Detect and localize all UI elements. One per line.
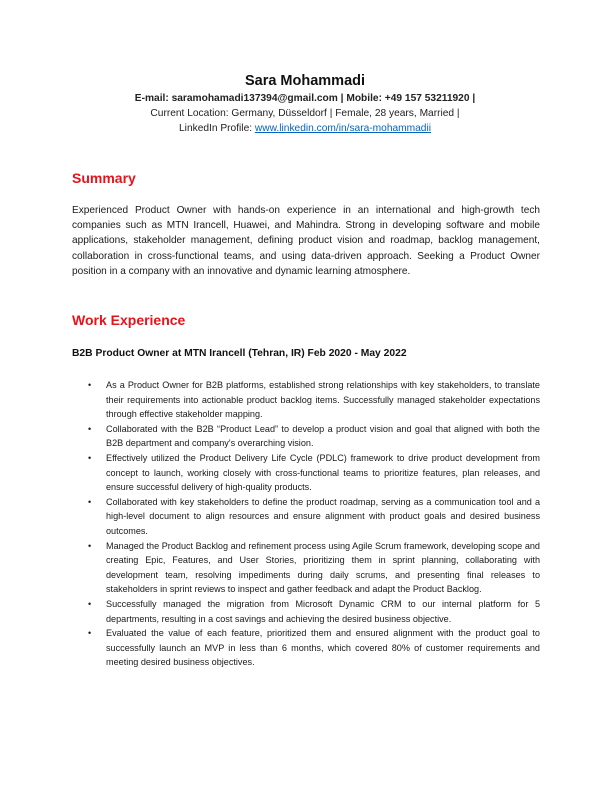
bullet-icon: •	[88, 496, 92, 507]
bullet-icon: •	[88, 452, 92, 463]
bullet-text: As a Product Owner for B2B platforms, established strong relationships with key stakeholders, to translate their requirements into actionable product backlog items. Successfully managed stakeholder expectations through effective stakeholder mapping.	[106, 380, 540, 420]
linkedin-label: LinkedIn Profile:	[179, 123, 255, 135]
job-bullet	[72, 451, 540, 495]
job-bullet	[72, 597, 540, 626]
job-bullet	[72, 495, 540, 539]
bullet-text: Collaborated with key stakeholders to define the product roadmap, serving as a communication tool and a high-level document to align resources and ensure alignment with product goals and desired business outcomes.	[106, 496, 540, 536]
bullet-icon: •	[88, 598, 92, 609]
job-bullet	[72, 378, 540, 422]
job-heading: B2B Product Owner at MTN Irancell (Tehran, IR) Feb 2020 - May 2022	[72, 348, 407, 359]
bullet-text: Effectively utilized the Product Delivery Life Cycle (PDLC) framework to drive product development from concept to launch, working closely with cross-functional teams to prioritize features, plan releases, and ensure successful delivery of high-quality products.	[106, 452, 540, 493]
bullet-text: Collaborated with the B2B “Product Lead” to develop a product vision and goal that aligned with both the B2B department and company's overarching vision.	[106, 423, 540, 449]
linkedin-link[interactable]: www.linkedin.com/in/sara-mohammadii	[254, 123, 431, 135]
job-bullet	[72, 539, 540, 597]
contact-line: E-mail: saramohamadi137394@gmail.com | Mobile: +49 157 53211920 |	[134, 93, 476, 104]
resume-header	[60, 72, 550, 137]
candidate-name: Sara Mohammadi	[244, 73, 366, 89]
bullet-icon: •	[88, 628, 92, 639]
job-bullet	[72, 626, 540, 670]
bullet-text: Successfully managed the migration from Microsoft Dynamic CRM to our internal platform for 5 departments, resulting in a cost savings and achieving the desired business objective.	[106, 598, 540, 624]
bullet-text: Evaluated the value of each feature, prioritized them and ensured alignment with the product goal to successfully launch an MVP in less than 6 months, which covered 80% of customer requirements and meeting desired business objectives.	[106, 628, 540, 668]
work-experience-heading: Work Experience	[72, 312, 186, 328]
bullet-icon: •	[88, 540, 92, 551]
bullet-text: Managed the Product Backlog and refinement process using Agile Scrum framework, developing scope and creating Epic, Features, and User Stories, prioritizing them in sprint planning, collaborating with development team, resolving impediments during daily scrums, and presenting final releases to stakeholders in sprint reviews to inspect and gather feedback and adapt the Product Backlog.	[106, 540, 540, 595]
location-line: Current Location: Germany, Düsseldorf | Female, 28 years, Married |	[150, 108, 460, 120]
summary-text: Experienced Product Owner with hands-on experience in an international and high-growth tech companies such as MTN Irancell, Huawei, and Mahindra. Strong in developing software and mobile applications, stakeholder management, defining product vision and roadmap, backlog management, collaboration in cross-functional teams, and using data-driven approach. Seeking a Product Owner position in a company with an innovative and dynamic learning atmosphere.	[72, 205, 540, 277]
summary-heading: Summary	[72, 170, 136, 186]
linkedin-line	[60, 121, 550, 136]
bullet-icon: •	[88, 423, 92, 434]
bullet-icon: •	[88, 380, 92, 390]
job-bullet-list	[72, 378, 540, 670]
job-bullet	[72, 422, 540, 451]
